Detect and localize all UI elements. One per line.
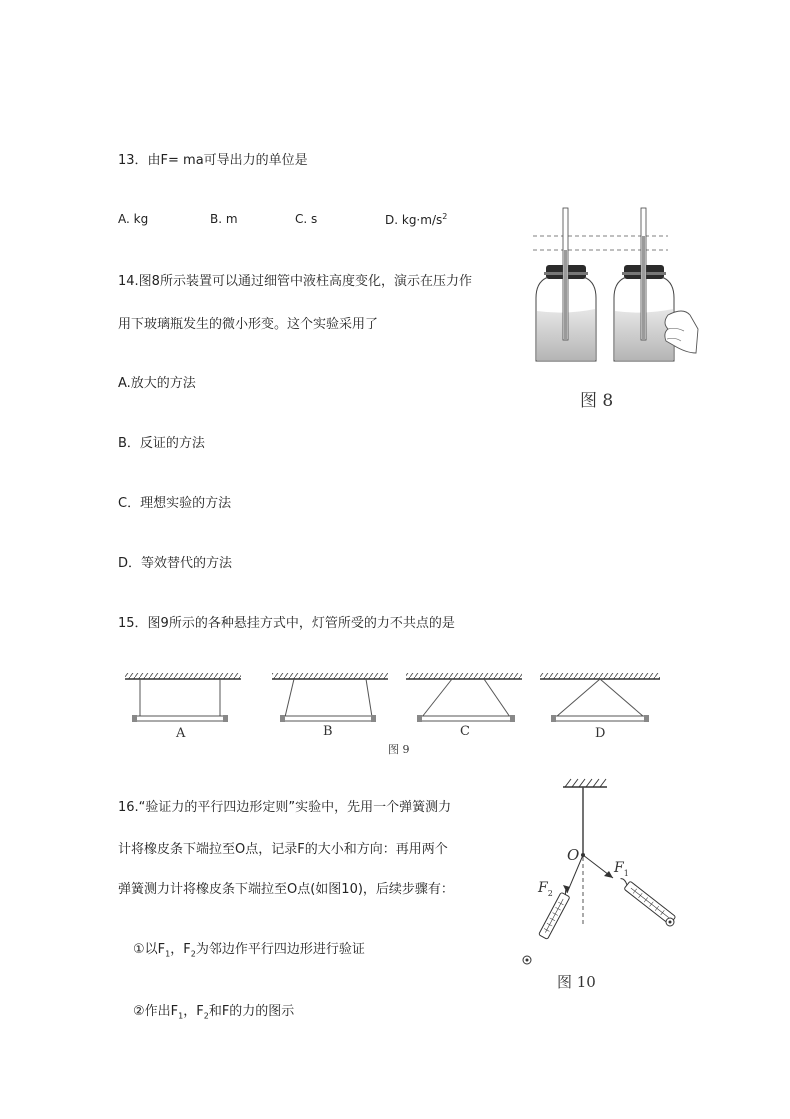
figure-10-label-f2	[538, 880, 553, 898]
q14-option-a: A.放大的方法	[118, 376, 196, 391]
q16-step1-prefix: ①以F	[133, 942, 166, 957]
q16-step2-sub1: 1	[178, 1011, 184, 1021]
q13-option-d-text: D. kg·m/s	[385, 213, 443, 227]
q14-option-c: C．理想实验的方法	[118, 496, 232, 511]
figure-9-caption: 图 9	[388, 743, 410, 756]
q14-stem-line2: 用下玻璃瓶发生的微小形变。这个实验采用了	[118, 317, 379, 332]
q16-step2	[133, 1000, 294, 1021]
q16-step1-sub2: 2	[190, 949, 196, 959]
q14-option-b: B．反证的方法	[118, 436, 205, 451]
figure-10-label-f1	[614, 860, 629, 878]
figure-8-bottles	[528, 203, 703, 368]
q16-stem-line2: 计将橡皮条下端拉至O点，记录F的大小和方向：再用两个	[118, 842, 448, 857]
figure-9-label-c: C	[460, 724, 470, 739]
q16-step2-mid: ，F	[183, 1004, 204, 1019]
figure-10-label-f2-sub: 2	[547, 888, 553, 898]
q16-step2-sub2: 2	[203, 1011, 209, 1021]
q16-step1	[133, 938, 365, 959]
figure-9-label-b: B	[323, 724, 333, 739]
figure-8-caption: 图 8	[580, 391, 614, 411]
figure-10-label-f1-sub: 1	[623, 868, 629, 878]
figure-10-label-f1-text: F	[614, 860, 624, 876]
q13-option-b: B. m	[210, 212, 238, 226]
q16-stem-line3: 弹簧测力计将橡皮条下端拉至O点(如图10)，后续步骤有：	[118, 882, 454, 897]
figure-10-caption: 图 10	[557, 973, 596, 991]
figure-9-label-d: D	[595, 726, 606, 741]
q16-step1-mid: ，F	[170, 942, 191, 957]
q13-option-c: C. s	[295, 212, 318, 226]
figure-9-label-a: A	[176, 726, 186, 741]
q13-option-d-sup: 2	[442, 212, 448, 221]
q16-step1-suffix: 为邻边作平行四边形进行验证	[195, 942, 365, 957]
q16-step2-prefix: ②作出F	[133, 1004, 179, 1019]
figure-10-label-f2-text: F	[538, 880, 548, 896]
figure-10-spring-scales	[515, 775, 690, 970]
figure-9-lamp-suspensions	[120, 670, 670, 730]
q14-stem-line1: 14.图8所示装置可以通过细管中液柱高度变化，演示在压力作	[118, 274, 472, 289]
q16-step1-sub1: 1	[165, 949, 171, 959]
q14-option-d: D．等效替代的方法	[118, 556, 233, 571]
q16-stem-line1: 16.“验证力的平行四边形定则”实验中，先用一个弹簧测力	[118, 800, 452, 815]
q13-option-d	[385, 212, 447, 227]
figure-10-point-o: O	[567, 846, 580, 864]
q13-stem: 13．由F= ma可导出力的单位是	[118, 153, 308, 168]
q13-option-a: A. kg	[118, 212, 149, 226]
q16-step2-suffix: 和F的力的图示	[208, 1004, 295, 1019]
q15-stem: 15．图9所示的各种悬挂方式中，灯管所受的力不共点的是	[118, 616, 455, 631]
